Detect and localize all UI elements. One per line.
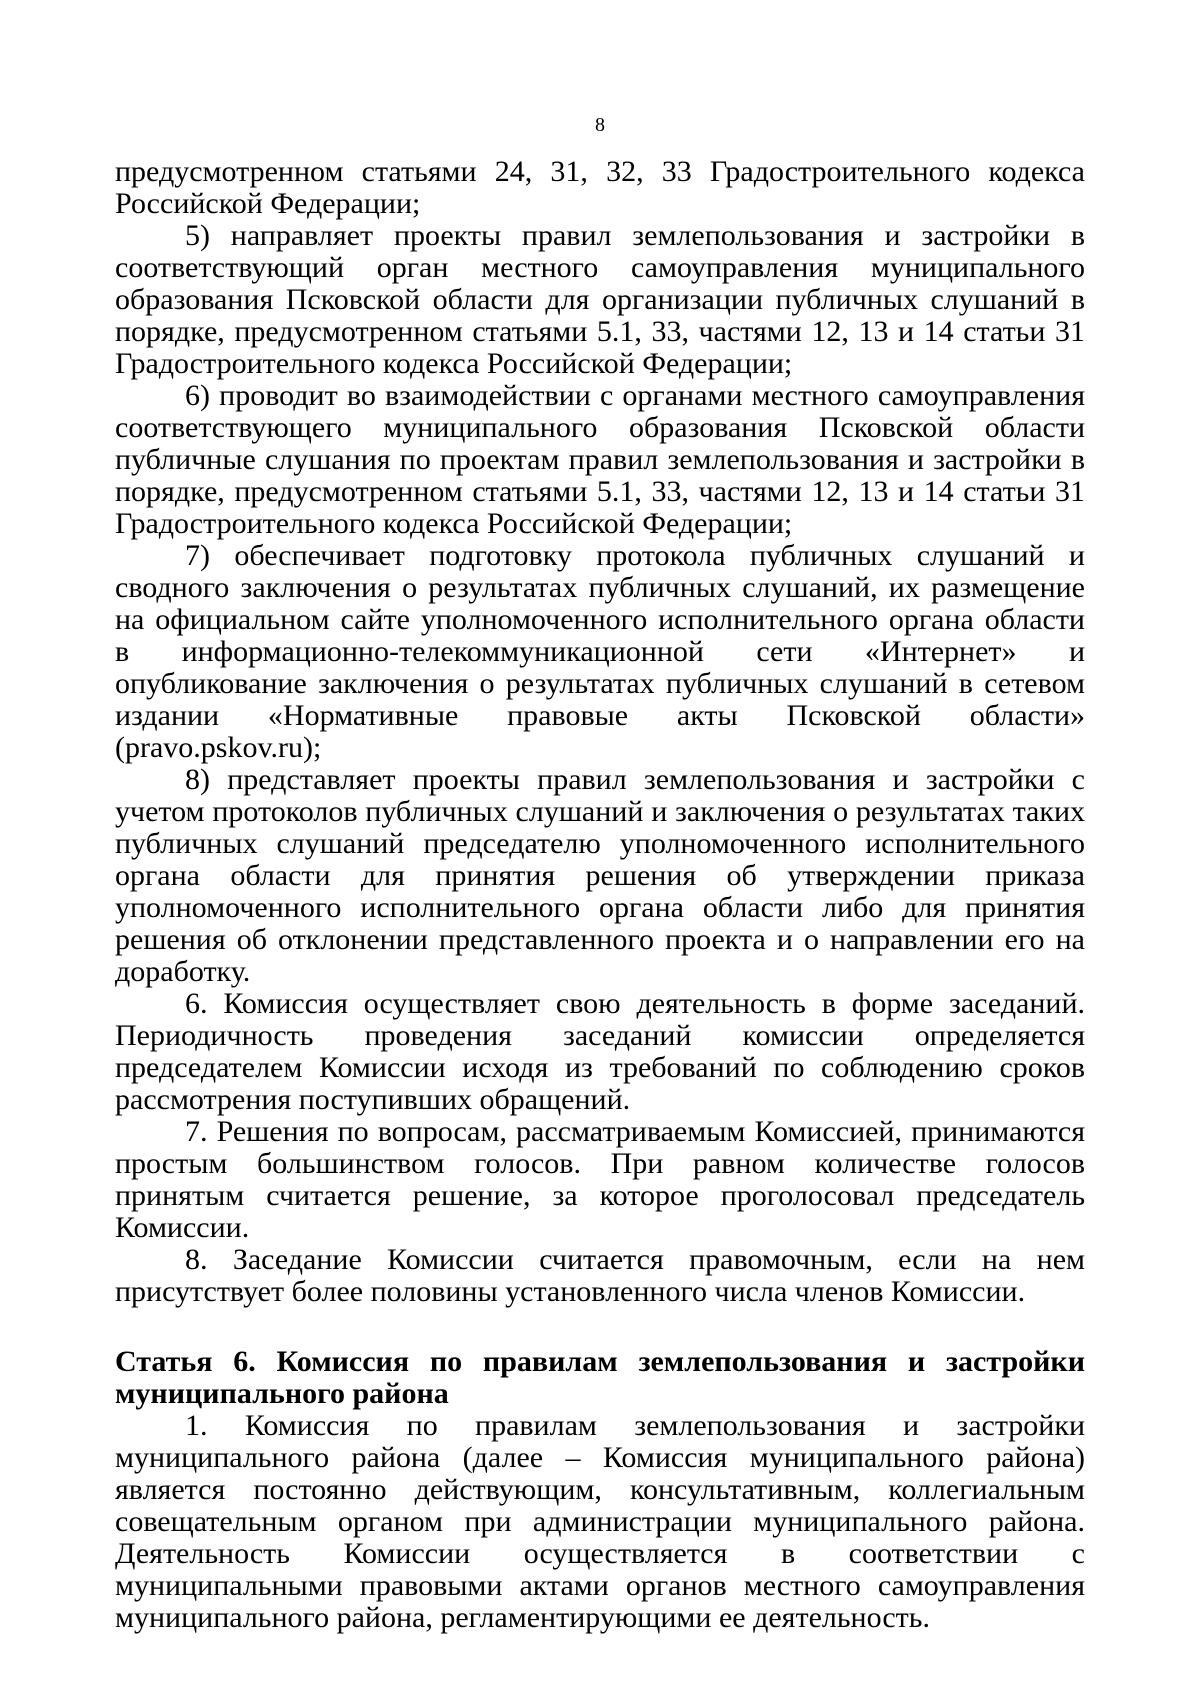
paragraph-clause-8: 8. Заседание Комиссии считается правомочным, если на нем присутствует более половины установленного числа членов Комиссии. [115,1243,1085,1308]
paragraph-item-7: 7) обеспечивает подготовку протокола публичных слушаний и сводного заключения о результатах публичных слушаний, их размещение на официальном сайте уполномоченного исполнительного органа области в информационно-телекоммуникационной сети «Интернет» и опубликование заключения о результатах публичных слушаний в сетевом издании «Нормативные правовые акты Псковской области» (pravo.pskov.ru); [115,539,1085,764]
paragraph-clause-7: 7. Решения по вопросам, рассматриваемым Комиссией, принимаются простым большинством голосов. При равном количестве голосов принятым считается решение, за которое проголосовал председатель Комиссии. [115,1115,1085,1244]
page-number: 8 [595,114,605,136]
paragraph-clause-6: 6. Комиссия осуществляет свою деятельность в форме заседаний. Периодичность проведения заседаний комиссии определяется председателем Комиссии исходя из требований по соблюдению сроков рассмотрения поступивших обращений. [115,987,1085,1116]
paragraph-item-8: 8) представляет проекты правил землепользования и застройки с учетом протоколов публичных слушаний и заключения о результатах таких публичных слушаний председателю уполномоченного исполнительного органа области для принятия решения об утверждении приказа уполномоченного исполнительного органа области либо для принятия решения об отклонении представленного проекта и о направлении его на доработку. [115,763,1085,988]
paragraph-item-5: 5) направляет проекты правил землепользования и застройки в соответствующий орган местного самоуправления муниципального образования Псковской области для организации публичных слушаний в порядке, предусмотренном статьями 5.1, 33, частями 12, 13 и 14 статьи 31 Градостроительного кодекса Российской Федерации; [115,219,1085,380]
article-heading: Статья 6. Комиссия по правилам землепользования и застройки муниципального района [115,1345,1085,1410]
document-body [115,156,1085,1634]
paragraph-continuation: предусмотренном статьями 24, 31, 32, 33 Градостроительного кодекса Российской Федерации; [115,155,1085,220]
article-paragraph-1: 1. Комиссия по правилам землепользования и застройки муниципального района (далее – Комиссия муниципального района) является постоянно действующим, консультативным, коллегиальным совещательным органом при администрации муниципального района. Деятельность Комиссии осуществляется в соответствии с муниципальными правовыми актами органов местного самоуправления муниципального района, регламентирующими ее деятельность. [115,1409,1085,1634]
paragraph-item-6: 6) проводит во взаимодействии с органами местного самоуправления соответствующего муниципального образования Псковской области публичные слушания по проектам правил землепользования и застройки в порядке, предусмотренном статьями 5.1, 33, частями 12, 13 и 14 статьи 31 Градостроительного кодекса Российской Федерации; [115,379,1085,540]
